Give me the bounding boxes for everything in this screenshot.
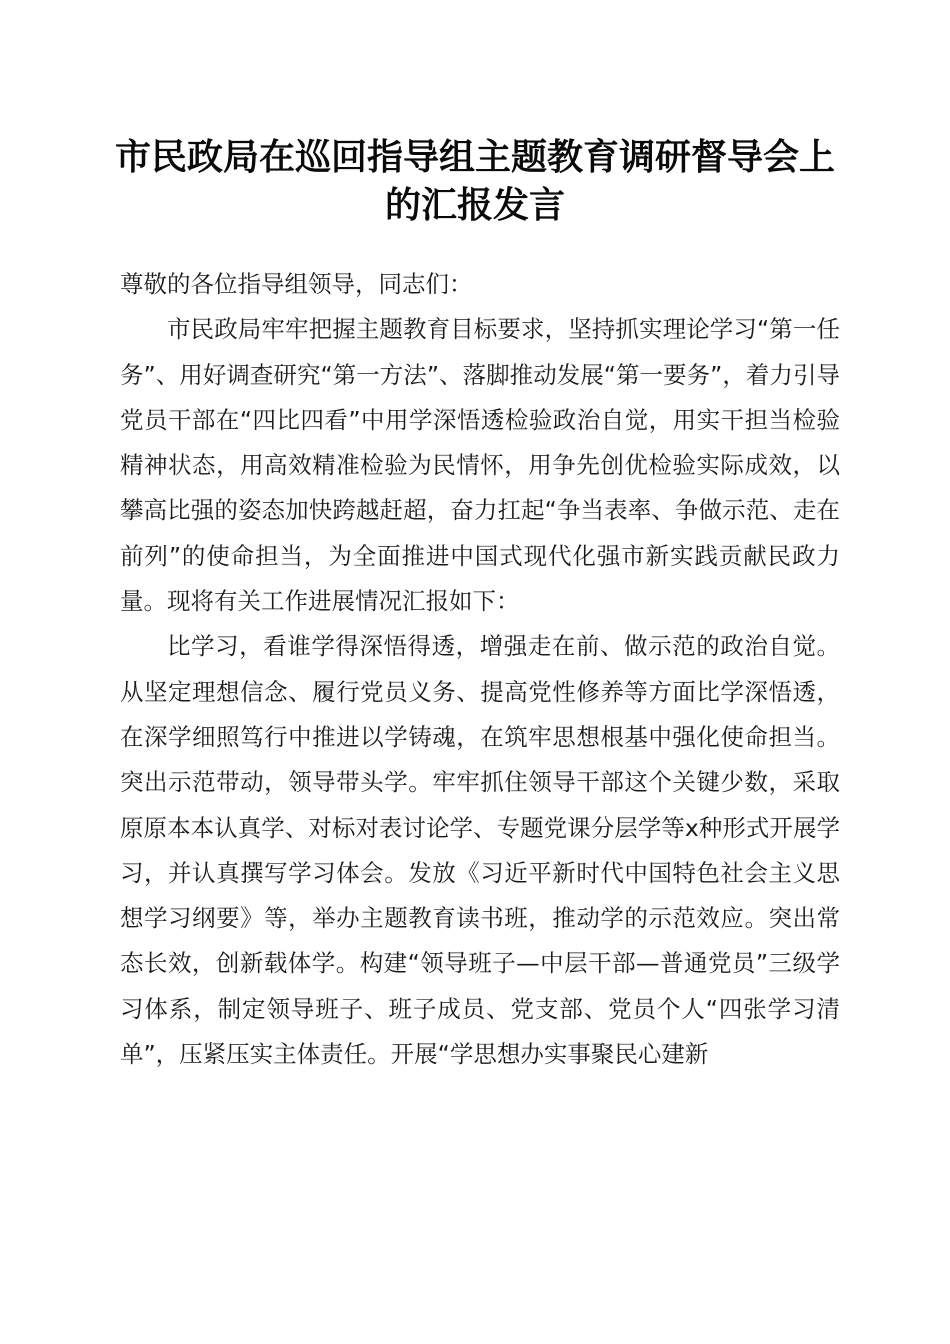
title-line-2: 的汇报发言 xyxy=(384,184,565,226)
paragraph-study: 比学习，看谁学得深悟得透，增强走在前、做示范的政治自觉。从坚定理想信念、履行党员义务、提高党性修养等方面比学深悟透，在深学细照笃行中推进以学铸魂，在筑牢思想根基中强化使命担当。突出示范带动，领导带头学。牢牢抓住领导干部这个关键少数，采取原原本本认真学、对标对表讨论学、专题党课分层学等x种形式开展学习，并认真撰写学习体会。发放《习近平新时代中国特色社会主义思想学习纲要》等，举办主题教育读书班，推动学的示范效应。突出常态长效，创新载体学。构建“领导班子—中层干部—普通党员”三级学习体系，制定领导班子、班子成员、党支部、党员个人“四张学习清单”，压紧压实主体责任。开展“学思想办实事聚民心建新 xyxy=(120,632,840,1069)
salutation: 尊敬的各位指导组领导，同志们： xyxy=(120,270,473,298)
title-line-1: 市民政局在巡回指导组主题教育调研督导会上 xyxy=(114,136,835,178)
document-title xyxy=(100,133,850,229)
document-body xyxy=(120,262,840,1077)
paragraph-intro: 市民政局牢牢把握主题教育目标要求，坚持抓实理论学习“第一任务”、用好调查研究“第一方法”、落脚推动发展“第一要务”，着力引导党员干部在“四比四看”中用学深悟透检验政治自觉，用实干担当检验精神状态，用高效精准检验为民情怀，用争先创优检验实际成效，以攀高比强的姿态加快跨越赶超，奋力扛起“争当表率、争做示范、走在前列”的使命担当，为全面推进中国式现代化强市新实践贡献民政力量。现将有关工作进展情况汇报如下： xyxy=(120,315,840,616)
